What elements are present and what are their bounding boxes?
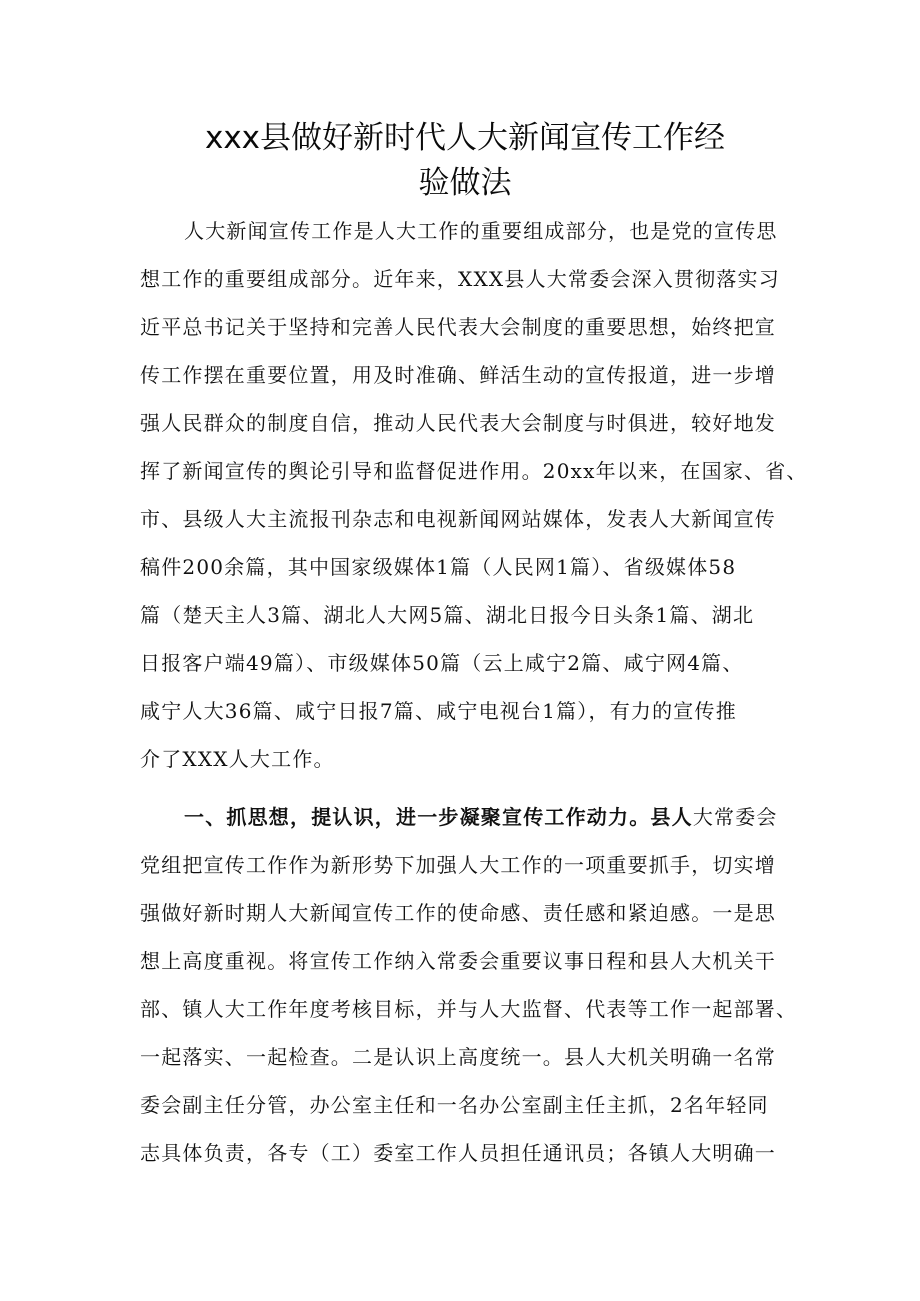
paragraph-line: 日报客户端49篇）、市级媒体50篇（云上咸宁2篇、咸宁网4篇、: [140, 651, 744, 675]
paragraph-line: 稿件200余篇，其中国家级媒体1篇（人民网1篇）、省级媒体58: [140, 555, 737, 579]
paragraph-line: 市、县级人大主流报刊杂志和电视新闻网站媒体，发表人大新闻宣传: [140, 507, 776, 531]
paragraph-line: 想工作的重要组成部分。近年来，XXX县人大常委会深入贯彻落实习: [140, 267, 780, 291]
paragraph-line: 咸宁人大36篇、咸宁日报7篇、咸宁电视台1篇），有力的宣传推: [140, 699, 737, 723]
title-line-1: xxx县做好新时代人大新闻宣传工作经: [204, 120, 726, 156]
title-line-2: 验做法: [418, 165, 512, 201]
section-heading: 一、抓思想，提认识，进一步凝聚宣传工作动力。县人: [184, 805, 693, 829]
paragraph-line: 委会副主任分管，办公室主任和一名办公室副主任主抓，2名年轻同: [140, 1093, 769, 1117]
paragraph-line: 篇（楚天主人3篇、湖北人大网5篇、湖北日报今日头条1篇、湖北: [140, 603, 755, 627]
section-heading-line: [140, 793, 790, 841]
paragraph-line: 强人民群众的制度自信，推动人民代表大会制度与时俱进，较好地发: [140, 411, 776, 435]
paragraph-line: 传工作摆在重要位置，用及时准确、鲜活生动的宣传报道，进一步增: [140, 363, 776, 387]
section-heading-continuation: 大常委会: [692, 805, 778, 829]
document-title: [140, 116, 790, 206]
paragraph-line: 人大新闻宣传工作是人大工作的重要组成部分，也是党的宣传思: [184, 219, 778, 243]
paragraph-line: 介了XXX人大工作。: [140, 747, 335, 771]
paragraph-line: 挥了新闻宣传的舆论引导和监督促进作用。20xx年以来，在国家、省、: [140, 459, 808, 483]
paragraph-line: 一起落实、一起检查。二是认识上高度统一。县人大机关明确一名常: [140, 1045, 776, 1069]
paragraph-intro: [140, 207, 808, 783]
paragraph-line: 近平总书记关于坚持和完善人民代表大会制度的重要思想，始终把宣: [140, 315, 776, 339]
paragraph-line: 部、镇人大工作年度考核目标，并与人大监督、代表等工作一起部署、: [140, 997, 798, 1021]
paragraph-line: 想上高度重视。将宣传工作纳入常委会重要议事日程和县人大机关干: [140, 949, 776, 973]
paragraph-line: 党组把宣传工作作为新形势下加强人大工作的一项重要抓手，切实增: [140, 853, 776, 877]
paragraph-line: 志具体负责，各专（工）委室工作人员担任通讯员；各镇人大明确一: [140, 1141, 776, 1165]
paragraph-section-one: [140, 793, 798, 1177]
paragraph-line: 强做好新时期人大新闻宣传工作的使命感、责任感和紧迫感。一是思: [140, 901, 776, 925]
